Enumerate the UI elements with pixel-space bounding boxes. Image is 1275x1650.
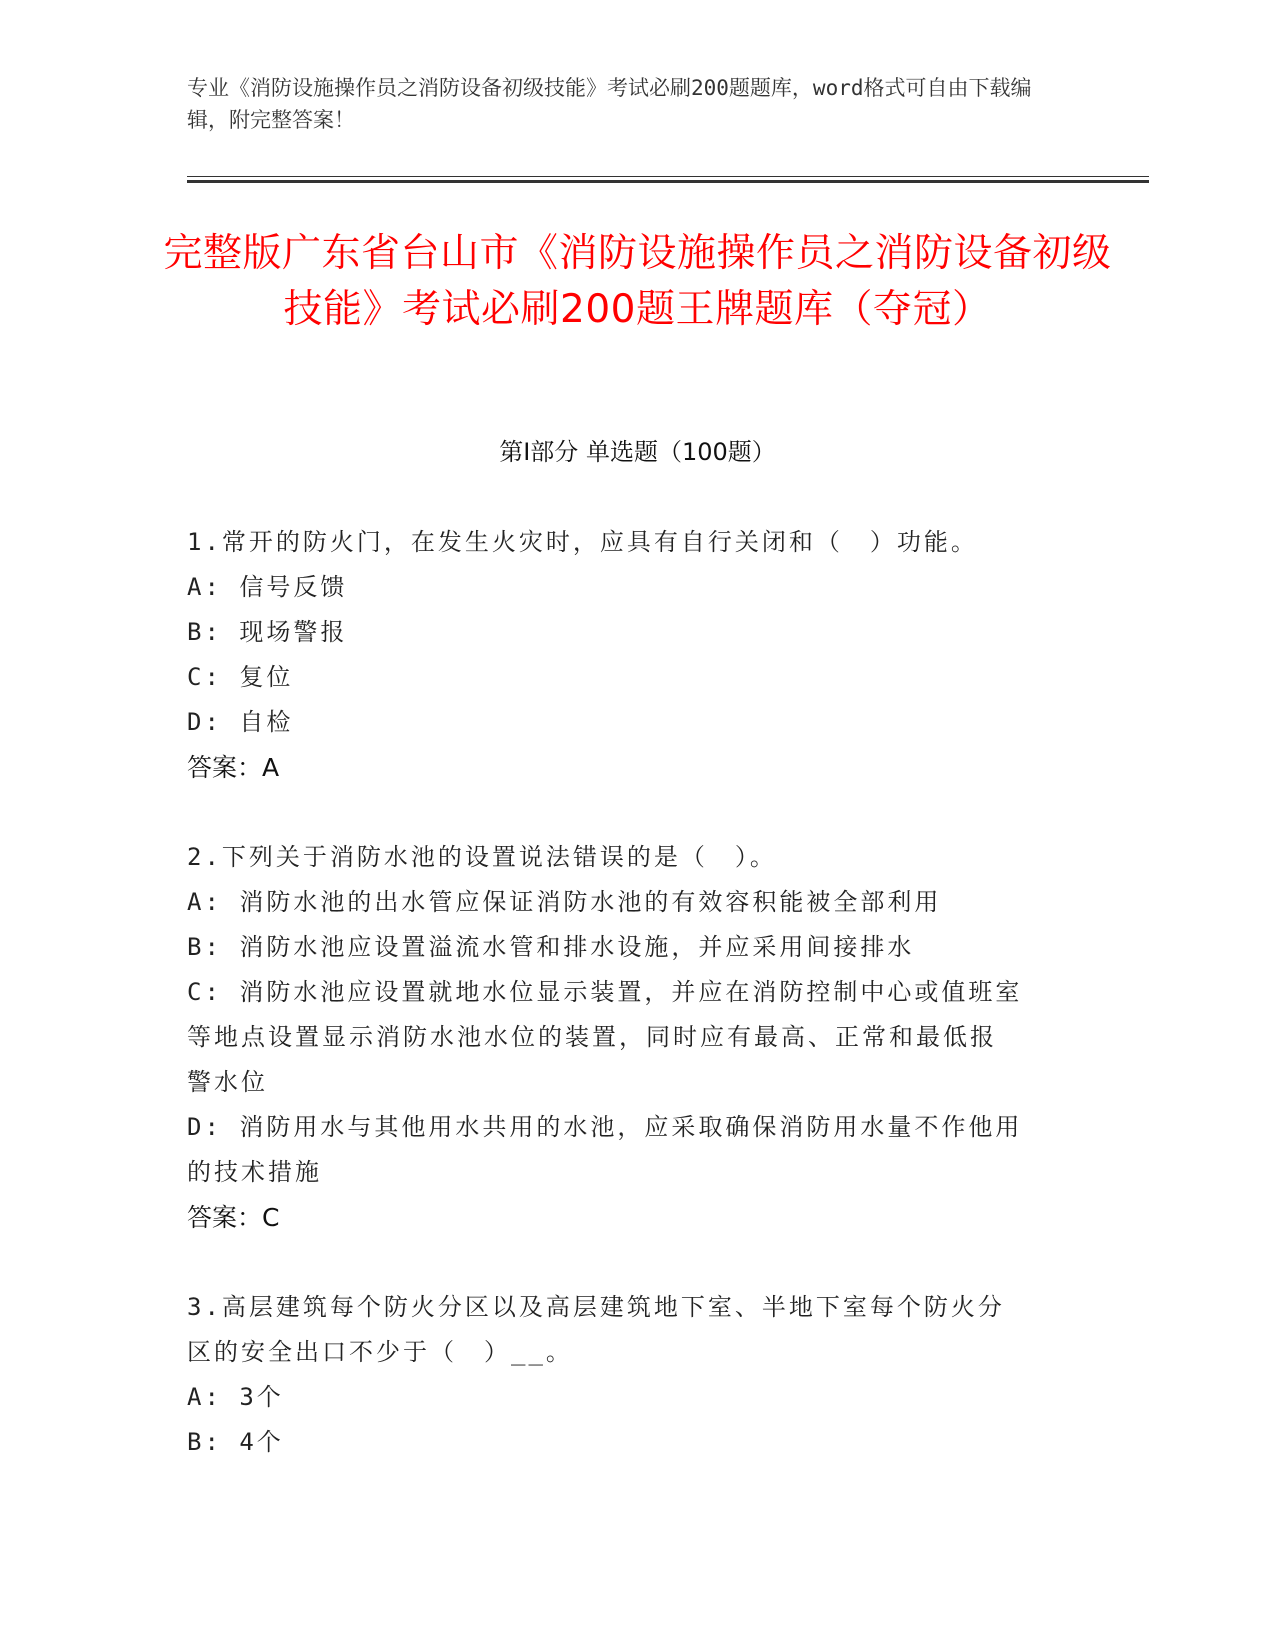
question-1-answer: 答案：A bbox=[187, 753, 280, 782]
question-3-stem: 3.高层建筑每个防火分区以及高层建筑地下室、半地下室每个防火分 bbox=[187, 1293, 1005, 1321]
question-2-answer: 答案：C bbox=[187, 1203, 280, 1232]
question-1 bbox=[187, 520, 1067, 790]
document-title: 完整版广东省台山市《消防设施操作员之消防设备初级技能》考试必刷200题王牌题库（夺冠） bbox=[163, 231, 1112, 332]
question-2-option-c-cont-2: 警水位 bbox=[187, 1068, 268, 1096]
question-2-option-d: D: 消防用水与其他用水共用的水池，应采取确保消防用水量不作他用 bbox=[187, 1113, 1023, 1141]
question-2-option-d-cont: 的技术措施 bbox=[187, 1158, 322, 1186]
question-2-option-b: B: 消防水池应设置溢流水管和排水设施，并应采用间接排水 bbox=[187, 933, 915, 961]
question-2-option-c-cont-1: 等地点设置显示消防水池水位的装置，同时应有最高、正常和最低报 bbox=[187, 1023, 997, 1051]
question-1-option-b: B: 现场警报 bbox=[187, 618, 348, 646]
section-heading: 第Ⅰ部分 单选题（100题） bbox=[499, 438, 776, 466]
question-3-option-a: A: 3个 bbox=[187, 1383, 284, 1411]
question-1-option-c: C: 复位 bbox=[187, 663, 294, 691]
question-1-stem: 1.常开的防火门，在发生火灾时，应具有自行关闭和（ ）功能。 bbox=[187, 528, 978, 556]
question-2-option-a: A: 消防水池的出水管应保证消防水池的有效容积能被全部利用 bbox=[187, 888, 942, 916]
header-note: 专业《消防设施操作员之消防设备初级技能》考试必刷200题题库，word格式可自由下载编辑，附完整答案！ bbox=[187, 76, 1032, 132]
question-1-option-a: A: 信号反馈 bbox=[187, 573, 348, 601]
question-list bbox=[187, 520, 1067, 1510]
question-1-option-d: D: 自检 bbox=[187, 708, 294, 736]
header-divider-thin bbox=[187, 176, 1149, 177]
question-3-stem-cont: 区的安全出口不少于（ ）__。 bbox=[187, 1338, 573, 1366]
question-3-option-b: B: 4个 bbox=[187, 1428, 284, 1456]
question-3 bbox=[187, 1285, 1067, 1465]
question-2 bbox=[187, 835, 1067, 1240]
question-2-option-c: C: 消防水池应设置就地水位显示装置，并应在消防控制中心或值班室 bbox=[187, 978, 1023, 1006]
question-2-stem: 2.下列关于消防水池的设置说法错误的是（ ）。 bbox=[187, 843, 777, 871]
header-divider-thick bbox=[187, 180, 1149, 183]
